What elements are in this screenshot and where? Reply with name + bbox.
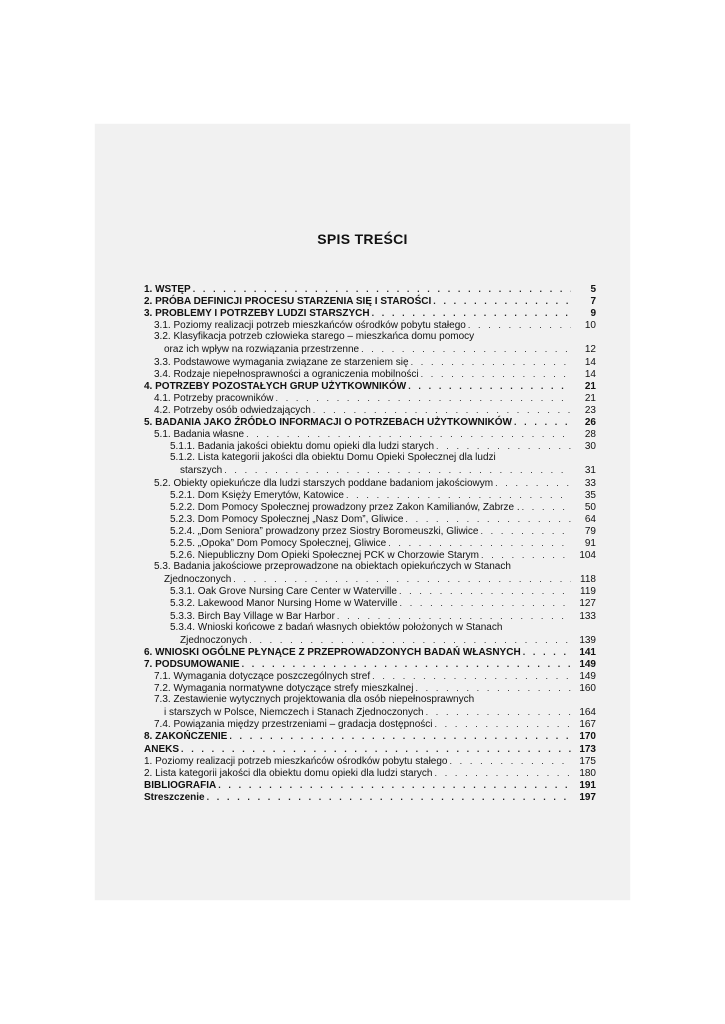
toc-entry-title: 7.1. Wymagania dotyczące poszczególnych stref	[154, 671, 371, 682]
toc-entry-title: 5.1.2. Lista kategorii jakości dla obiektu Domu Opieki Społecznej dla ludzi	[170, 452, 496, 464]
toc-leader-dots	[514, 416, 571, 428]
toc-entry-title: 5.1.1. Badania jakości obiektu domu opieki dla ludzi starych	[170, 441, 435, 453]
toc-entry	[144, 368, 596, 380]
toc-entry	[144, 307, 596, 319]
toc-page-number: 197	[579, 791, 596, 803]
toc-leader-dots	[468, 319, 571, 331]
toc-entry-title: 7.2. Wymagania normatywne dotyczące strefy mieszkalnej	[154, 683, 414, 695]
toc-entry-title: 5. BADANIA JAKO ŹRÓDŁO INFORMACJI O POTRZEBACH UŻYTKOWNIKÓW	[144, 417, 512, 429]
toc-entry-title: 5.2.4. „Dom Seniora” prowadzony przez Siostry Boromeuszki, Gliwice	[170, 525, 479, 537]
toc-entry-title: oraz ich wpływ na rozwiązania przestrzenne	[164, 344, 360, 356]
toc-entry	[144, 694, 596, 706]
toc-entry-title: 5.2.1. Dom Księży Emerytów, Katowice	[170, 489, 344, 501]
toc-page-number: 160	[579, 683, 596, 695]
toc-entry	[144, 428, 596, 440]
toc-entry-title: 3.4. Rodzaje niepełnosprawności a ograniczenia mobilności	[154, 368, 419, 380]
toc-entry-title: 8. ZAKOŃCZENIE	[144, 731, 228, 743]
toc-leader-dots	[449, 755, 571, 767]
toc-entry	[144, 718, 596, 730]
toc-page-number: 14	[584, 356, 596, 368]
toc-entry	[144, 622, 596, 634]
toc-entry	[144, 561, 596, 573]
toc-entry-title: Zjednoczonych	[180, 634, 248, 646]
toc-page-number: 180	[579, 767, 596, 779]
toc-entry	[144, 525, 596, 537]
toc-entry	[144, 549, 596, 561]
toc-page-number: 91	[584, 537, 596, 549]
toc-entry	[144, 646, 596, 658]
toc-entry	[144, 706, 596, 718]
toc-leader-dots	[421, 368, 571, 380]
toc-page-number: 5	[590, 284, 596, 295]
toc-leader-dots	[400, 597, 571, 609]
toc-leader-dots	[426, 706, 571, 718]
toc-leader-dots	[372, 307, 571, 319]
toc-page-number: 30	[584, 441, 596, 453]
toc-entry-title: 5.2.2. Dom Pomocy Społecznej prowadzony przez Zakon Kamilianów, Zabrze .	[170, 501, 520, 513]
toc-entry	[144, 452, 596, 464]
toc-entry-title: 4. POTRZEBY POZOSTAŁYCH GRUP UŻYTKOWNIKÓW	[144, 380, 407, 392]
toc-page-number: 118	[580, 574, 596, 586]
toc-page-number: 141	[579, 646, 596, 658]
toc-entry	[144, 343, 596, 355]
toc-leader-dots	[337, 610, 571, 622]
toc-page-number: 35	[584, 489, 596, 501]
toc-leader-dots	[411, 356, 571, 368]
toc-leader-dots	[372, 670, 571, 682]
toc-page-number: 149	[579, 671, 596, 682]
toc-page-number: 175	[579, 755, 596, 767]
toc-entry	[144, 755, 596, 767]
toc-entry-title: 5.3.3. Birch Bay Village w Bar Harbor	[170, 610, 335, 622]
toc-leader-dots	[193, 283, 571, 295]
toc-page-number: 23	[584, 404, 596, 416]
toc-entry	[144, 477, 596, 489]
toc-leader-dots	[480, 525, 571, 537]
toc-page-number: 119	[580, 586, 596, 598]
toc-page-number: 7	[590, 296, 596, 308]
toc-entry	[144, 573, 596, 585]
toc-entry	[144, 791, 596, 803]
toc-page-number: 26	[584, 417, 596, 429]
toc-page-number: 104	[579, 550, 596, 562]
toc-entry-title: 5.2.6. Niepubliczny Dom Opieki Społecznej PCK w Chorzowie Starym	[170, 550, 480, 562]
toc-entry-title: 3.2. Klasyfikacja potrzeb człowieka starego – mieszkańca domu pomocy	[154, 331, 475, 343]
toc-leader-dots	[399, 585, 571, 597]
toc-leader-dots	[436, 440, 571, 452]
toc-entry-title: 5.1. Badania własne	[154, 429, 245, 441]
toc-entry	[144, 283, 596, 295]
toc-leader-dots	[242, 658, 571, 670]
toc-entry-title: 3. PROBLEMY I POTRZEBY LUDZI STARSZYCH	[144, 308, 370, 320]
toc-entry-title: 2. Lista kategorii jakości dla obiektu domu opieki dla ludzi starych	[144, 767, 433, 779]
toc-leader-dots	[523, 646, 571, 658]
toc-leader-dots	[313, 404, 571, 416]
toc-page-number: 21	[584, 380, 596, 392]
toc-leader-dots	[408, 380, 571, 392]
toc-entry	[144, 501, 596, 513]
toc-entry	[144, 610, 596, 622]
toc-leader-dots	[207, 791, 571, 803]
toc-entry-title: 5.3. Badania jakościowe przeprowadzone na obiektach opiekuńczych w Stanach	[154, 561, 511, 573]
toc-entry	[144, 464, 596, 476]
toc-leader-dots	[181, 743, 571, 755]
toc-entry-title: 4.1. Potrzeby pracowników	[154, 392, 274, 404]
toc-entry	[144, 392, 596, 404]
toc-entry-title: 5.2. Obiekty opiekuńcze dla ludzi starszych poddane badaniom jakościowym	[154, 477, 494, 489]
toc-entry	[144, 331, 596, 343]
toc-entry	[144, 767, 596, 779]
toc-entry-title: i starszych w Polsce, Niemczech i Stanach Zjednoczonych	[164, 707, 424, 719]
toc-entry-title: 1. Poziomy realizacji potrzeb mieszkańców ośrodków pobytu stałego	[144, 755, 448, 767]
toc-entry	[144, 489, 596, 501]
toc-leader-dots	[218, 779, 571, 791]
toc-entry-title: 1. WSTĘP	[144, 284, 191, 295]
toc-page-number: 14	[584, 368, 596, 380]
toc-leader-dots	[224, 464, 571, 476]
toc-leader-dots	[233, 573, 571, 585]
toc-page-number: 12	[584, 344, 596, 356]
toc-entry	[144, 537, 596, 549]
toc-page-number: 173	[579, 743, 596, 755]
toc-entry	[144, 585, 596, 597]
toc-entry	[144, 658, 596, 670]
toc-leader-dots	[405, 513, 571, 525]
toc-entry-title: 2. PRÓBA DEFINICJI PROCESU STARZENIA SIĘ I STAROŚCI	[144, 296, 432, 308]
toc-entry-title: 6. WNIOSKI OGÓLNE PŁYNĄCE Z PRZEPROWADZONYCH BADAŃ WŁASNYCH	[144, 646, 521, 658]
toc-entry	[144, 597, 596, 609]
toc-page-number: 170	[579, 731, 596, 743]
toc-entry	[144, 670, 596, 682]
table-of-contents	[144, 283, 596, 803]
toc-entry	[144, 404, 596, 416]
toc-leader-dots	[249, 634, 571, 646]
toc-entry-title: BIBLIOGRAFIA	[144, 779, 217, 791]
toc-entry-title: starszych	[180, 465, 223, 477]
toc-entry	[144, 416, 596, 428]
toc-page-number: 133	[579, 610, 596, 622]
toc-entry-title: Zjednoczonych	[164, 574, 232, 586]
toc-entry	[144, 319, 596, 331]
toc-entry	[144, 743, 596, 755]
toc-leader-dots	[229, 730, 571, 742]
page-title: SPIS TREŚCI	[317, 231, 408, 247]
toc-entry-title: 5.3.1. Oak Grove Nursing Care Center w Waterville	[170, 586, 397, 598]
toc-page-number: 191	[579, 779, 596, 791]
toc-page-number: 139	[579, 634, 596, 646]
toc-entry-title: 5.2.3. Dom Pomocy Społecznej „Nasz Dom”, Gliwice	[170, 513, 404, 525]
toc-leader-dots	[433, 295, 571, 307]
toc-page-number: 9	[590, 308, 596, 320]
toc-page-number: 21	[584, 392, 596, 404]
toc-leader-dots	[481, 549, 571, 561]
toc-entry-title: 4.2. Potrzeby osób odwiedzających	[154, 404, 311, 416]
toc-leader-dots	[361, 343, 571, 355]
toc-entry-title: Streszczenie	[144, 791, 205, 803]
toc-entry	[144, 440, 596, 452]
toc-entry-title: 5.3.2. Lakewood Manor Nursing Home w Waterville	[170, 598, 398, 610]
toc-page-number: 64	[584, 513, 596, 525]
toc-entry-title: 5.2.5. „Opoka” Dom Pomocy Społecznej, Gliwice	[170, 537, 387, 549]
toc-entry	[144, 380, 596, 392]
toc-leader-dots	[495, 477, 571, 489]
toc-page-number: 50	[584, 501, 596, 513]
toc-entry	[144, 634, 596, 646]
toc-page-number: 167	[579, 719, 596, 731]
toc-entry-title: 7.3. Zestawienie wytycznych projektowania dla osób niepełnosprawnych	[154, 694, 475, 706]
toc-page-number: 33	[584, 477, 596, 489]
toc-entry-title: 5.3.4. Wnioski końcowe z badań własnych obiektów położonych w Stanach	[170, 621, 503, 633]
toc-leader-dots	[415, 682, 571, 694]
toc-page-number: 31	[584, 465, 596, 477]
toc-entry	[144, 779, 596, 791]
toc-entry	[144, 356, 596, 368]
toc-page-number: 10	[584, 320, 596, 332]
toc-entry-title: 3.3. Podstawowe wymagania związane ze starzeniem się	[154, 356, 409, 368]
toc-leader-dots	[434, 718, 571, 730]
toc-page-number: 28	[584, 429, 596, 441]
toc-page-number: 127	[579, 598, 596, 610]
toc-entry-title: 7. PODSUMOWANIE	[144, 658, 240, 670]
toc-entry-title: 3.1. Poziomy realizacji potrzeb mieszkańców ośrodków pobytu stałego	[154, 320, 466, 332]
toc-entry	[144, 513, 596, 525]
toc-entry-title: 7.4. Powiązania między przestrzeniami – gradacja dostępności	[154, 719, 433, 731]
toc-page-number: 164	[579, 707, 596, 719]
toc-leader-dots	[246, 428, 571, 440]
toc-entry	[144, 682, 596, 694]
toc-leader-dots	[435, 767, 572, 779]
toc-leader-dots	[346, 489, 571, 501]
toc-leader-dots	[388, 537, 571, 549]
toc-entry-title: ANEKS	[144, 743, 180, 755]
toc-page-number: 149	[579, 658, 596, 670]
toc-page-number: 79	[584, 525, 596, 537]
toc-leader-dots	[276, 392, 571, 404]
toc-entry	[144, 730, 596, 742]
document-page	[95, 124, 630, 900]
toc-entry	[144, 295, 596, 307]
toc-leader-dots	[522, 501, 571, 513]
